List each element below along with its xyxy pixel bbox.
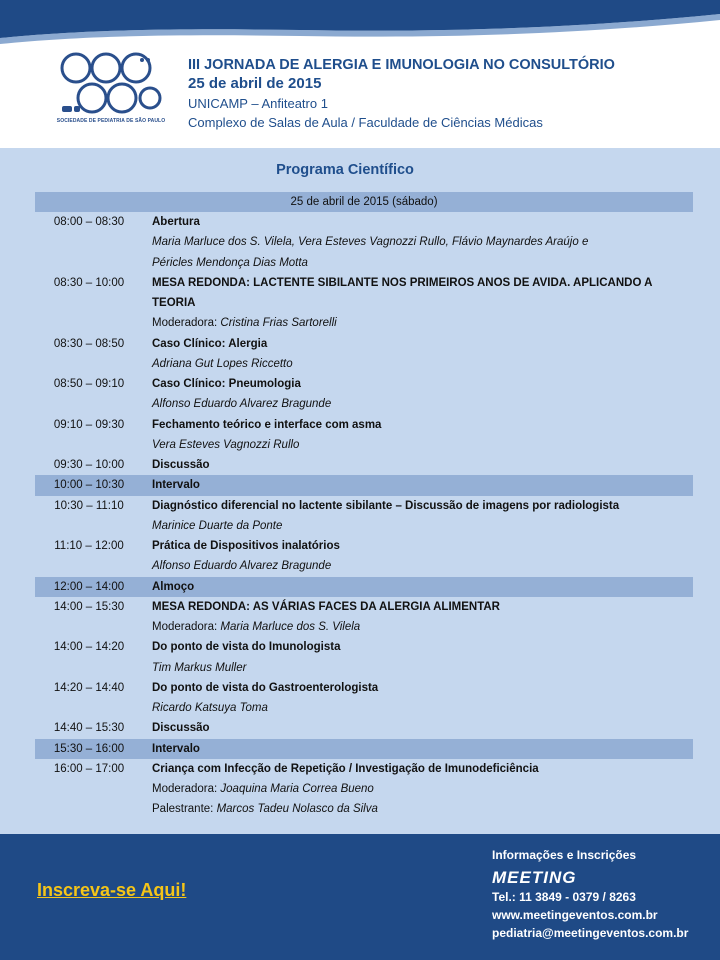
event-title: III JORNADA DE ALERGIA E IMUNOLOGIA NO CONSULTÓRIO <box>188 57 615 73</box>
schedule-text: Intervalo <box>152 479 200 492</box>
schedule-role: Moderadora: <box>152 317 221 330</box>
schedule-row <box>35 415 693 435</box>
schedule-role: Moderadora: <box>152 783 221 795</box>
schedule-text: Tim Markus Muller <box>152 661 247 674</box>
schedule-role: Palestrante: <box>152 803 217 816</box>
schedule-text: Péricles Mendonça Dias Motta <box>152 256 308 269</box>
schedule-row <box>35 475 693 495</box>
schedule-row <box>35 617 693 637</box>
schedule-text: Do ponto de vista do Gastroenterologista <box>152 681 379 694</box>
schedule-text <box>152 617 692 637</box>
schedule-text: Intervalo <box>152 742 200 755</box>
schedule-text: Alfonso Eduardo Alvarez Bragunde <box>152 398 332 411</box>
schedule-row <box>35 718 693 738</box>
schedule-row <box>35 658 693 678</box>
schedule-text: Fechamento teórico e interface com asma <box>152 418 382 431</box>
schedule-row <box>35 577 693 597</box>
schedule-row <box>35 516 693 536</box>
program-title: Programa Científico <box>276 162 414 178</box>
schedule-time: 08:00 – 08:30 <box>53 216 125 228</box>
schedule-text: MESA REDONDA: LACTENTE SIBILANTE NOS PRIMEIROS ANOS DE AVIDA. APLICANDO A <box>152 276 653 289</box>
schedule-row <box>35 678 693 698</box>
schedule-row <box>35 496 693 516</box>
schedule-row <box>35 354 693 374</box>
schedule-time: 09:30 – 10:00 <box>53 459 125 471</box>
schedule-text: Caso Clínico: Pneumologia <box>152 378 301 390</box>
schedule-text: Discussão <box>152 722 210 735</box>
contact-website[interactable]: www.meetingeventos.com.br <box>492 908 658 922</box>
schedule-person: Joaquina Maria Correa Bueno <box>220 783 374 795</box>
schedule-row <box>35 212 693 232</box>
schedule-row <box>35 455 693 475</box>
event-venue-detail: Complexo de Salas de Aula / Faculdade de Ciências Médicas <box>188 115 543 130</box>
event-venue: UNICAMP – Anfiteatro 1 <box>188 96 328 111</box>
schedule-person: Marcos Tadeu Nolasco da Silva <box>216 803 378 816</box>
meeting-logo: MEETING <box>492 868 577 887</box>
schedule-row <box>35 779 693 799</box>
schedule-row <box>35 597 693 617</box>
schedule-time: 12:00 – 14:00 <box>53 580 125 593</box>
schedule-time: 15:30 – 16:00 <box>53 742 125 755</box>
schedule-row <box>35 556 693 576</box>
schedule-time: 08:30 – 10:00 <box>53 276 125 289</box>
schedule-text: Abertura <box>152 216 200 228</box>
schedule-row <box>35 394 693 414</box>
schedule-text: Ricardo Katsuya Toma <box>152 702 268 714</box>
schedule-text: MESA REDONDA: AS VÁRIAS FACES DA ALERGIA ALIMENTAR <box>152 600 500 613</box>
schedule-time: 16:00 – 17:00 <box>53 762 125 775</box>
schedule-row <box>35 698 693 718</box>
schedule-person: Cristina Frias Sartorelli <box>220 317 337 330</box>
schedule-table <box>35 212 693 820</box>
schedule-row <box>35 313 693 333</box>
page-header <box>0 0 720 148</box>
schedule-text: TEORIA <box>152 297 196 309</box>
schedule-time: 09:10 – 09:30 <box>53 418 125 431</box>
schedule-row <box>35 273 693 293</box>
schedule-time: 08:30 – 08:50 <box>53 337 125 350</box>
schedule-time: 14:20 – 14:40 <box>53 681 125 694</box>
schedule-text: Marinice Duarte da Ponte <box>152 519 283 532</box>
schedule-row <box>35 435 693 455</box>
schedule-text: Diagnóstico diferencial no lactente sibilante – Discussão de imagens por radiologista <box>152 499 620 512</box>
schedule-role: Moderadora: <box>152 621 221 633</box>
schedule-time: 10:00 – 10:30 <box>53 479 125 492</box>
schedule-text: Alfonso Eduardo Alvarez Bragunde <box>152 560 332 573</box>
register-link[interactable]: Inscreva-se Aqui! <box>37 880 187 900</box>
schedule-text: Caso Clínico: Alergia <box>152 337 268 350</box>
schedule-row <box>35 739 693 759</box>
schedule-row <box>35 374 693 394</box>
schedule-person: Maria Marluce dos S. Vilela <box>220 621 361 633</box>
schedule-row <box>35 334 693 354</box>
event-info <box>188 56 615 132</box>
schedule-text: Maria Marluce dos S. Vilela, Vera Esteves Vagnozzi Rullo, Flávio Maynardes Araújo e <box>152 236 589 249</box>
schedule-row <box>35 799 693 819</box>
schedule-text: Almoço <box>152 580 195 593</box>
schedule-text <box>152 779 692 799</box>
schedule-text: Criança com Infecção de Repetição / Investigação de Imunodeficiência <box>152 762 539 775</box>
contact-info <box>492 846 688 942</box>
schedule-time: 14:00 – 15:30 <box>53 600 125 613</box>
schedule-text: Discussão <box>152 459 210 471</box>
schedule-text: Adriana Gut Lopes Riccetto <box>152 357 293 370</box>
contact-phone: Tel.: 11 3849 - 0379 / 8263 <box>492 890 636 904</box>
schedule-row <box>35 637 693 657</box>
schedule-time: 10:30 – 11:10 <box>54 499 124 512</box>
contact-title: Informações e Inscrições <box>492 848 637 862</box>
schedule-text <box>152 313 692 333</box>
schedule-text: Prática de Dispositivos inalatórios <box>152 540 340 552</box>
schedule-text <box>152 799 692 819</box>
schedule-row <box>35 759 693 779</box>
schedule-time: 08:50 – 09:10 <box>53 378 125 390</box>
schedule-row <box>35 232 693 252</box>
contact-email[interactable]: pediatria@meetingeventos.com.br <box>492 926 689 940</box>
schedule-text: Vera Esteves Vagnozzi Rullo <box>152 438 300 451</box>
schedule-row <box>35 536 693 556</box>
schedule-time: 14:40 – 15:30 <box>53 722 125 735</box>
schedule-text: Do ponto de vista do Imunologista <box>152 641 341 654</box>
schedule-row <box>35 293 693 313</box>
schedule-time: 11:10 – 12:00 <box>54 540 124 552</box>
logo-caption: SOCIEDADE DE PEDIATRIA DE SÃO PAULO <box>56 118 166 124</box>
schedule-row <box>35 253 693 273</box>
event-date: 25 de abril de 2015 <box>188 75 322 92</box>
day-header: 25 de abril de 2015 (sábado) <box>35 192 693 212</box>
schedule-time: 14:00 – 14:20 <box>53 641 125 654</box>
